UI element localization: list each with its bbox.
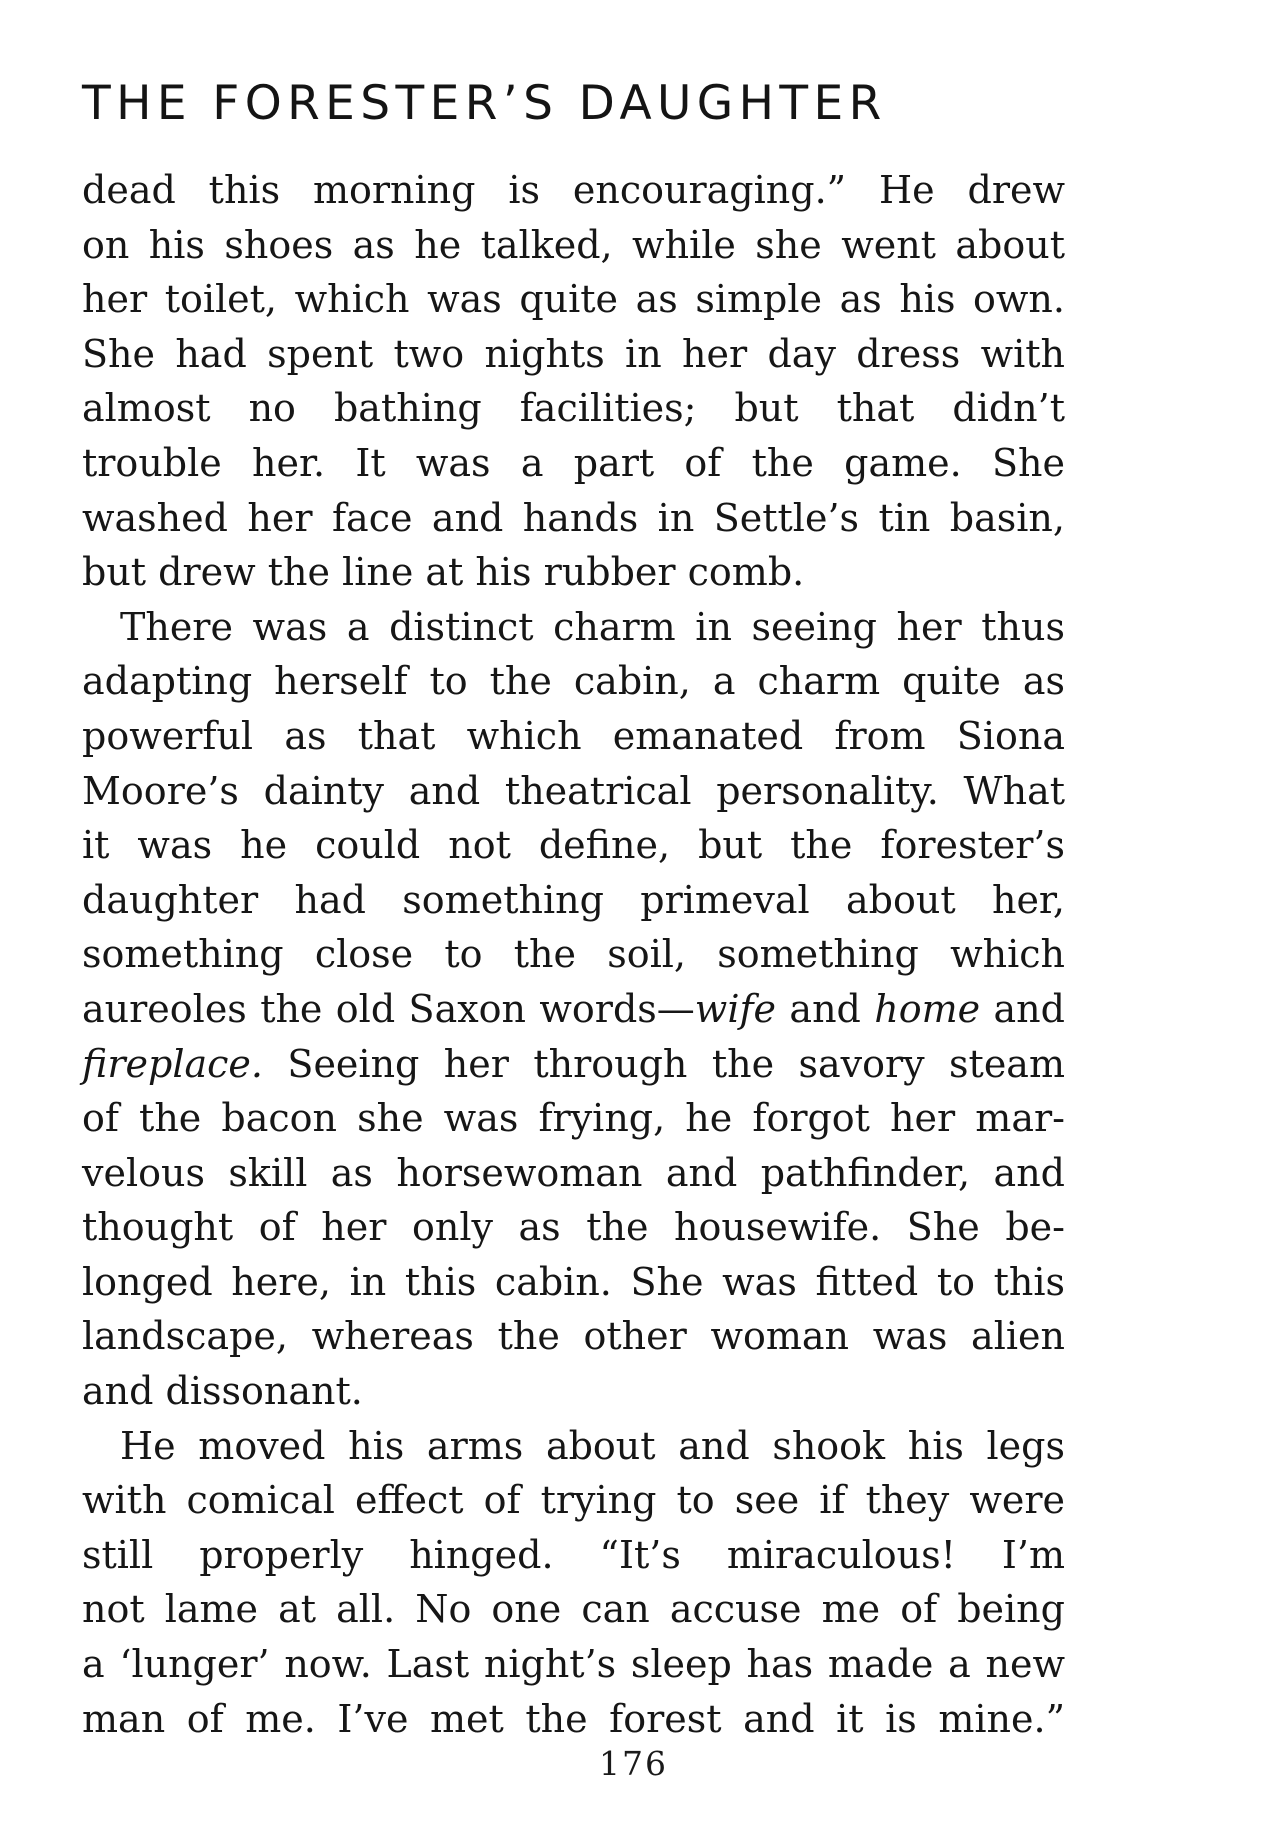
running-head: THE FORESTER’S DAUGHTER — [82, 76, 887, 131]
text-line: trouble her. It was a part of the game. She — [82, 440, 1065, 485]
text-line: and dissonant. — [82, 1369, 363, 1414]
text-run: aureoles the old Saxon words— — [82, 986, 695, 1031]
text-line: something close to the soil, something which — [82, 932, 1065, 977]
text-line: adapting herself to the cabin, a charm quite as — [82, 659, 1065, 704]
text-line: There was a distinct charm in seeing her thus — [120, 604, 1065, 649]
page-number: 176 — [599, 1744, 668, 1783]
text-run: Seeing her through the savory steam — [262, 1041, 1065, 1086]
text-line: Moore’s dainty and theatrical personality. What — [82, 768, 1065, 813]
text-run: and — [980, 986, 1065, 1031]
italic-word: fireplace. — [82, 1041, 263, 1086]
text-line: daughter had something primeval about her, — [82, 877, 1065, 922]
text-line: it was he could not define, but the forester’s — [82, 823, 1065, 868]
paragraph-3 — [82, 1419, 1065, 1747]
text-line: powerful as that which emanated from Siona — [82, 713, 1065, 758]
text-line: almost no bathing facilities; but that didn’t — [82, 386, 1065, 431]
text-run: and — [776, 986, 875, 1031]
text-line: on his shoes as he talked, while she went about — [82, 222, 1065, 267]
text-line: of the bacon she was frying, he forgot her mar- — [82, 1096, 1065, 1141]
text-line: thought of her only as the housewife. She be- — [82, 1205, 1065, 1250]
text-line: man of me. I’ve met the forest and it is mine.” — [82, 1696, 1065, 1741]
text-line: velous skill as horsewoman and pathfinder, and — [82, 1150, 1065, 1195]
paragraph-2 — [82, 600, 1065, 1419]
text-line: longed here, in this cabin. She was fitted to this — [82, 1259, 1065, 1304]
italic-word: wife — [694, 986, 777, 1031]
text-line-italic — [82, 1037, 1065, 1092]
text-line-italic — [82, 982, 1065, 1037]
body-text — [82, 163, 1065, 1746]
text-line: She had spent two nights in her day dress with — [82, 331, 1065, 376]
text-line: landscape, whereas the other woman was alien — [82, 1314, 1065, 1359]
text-line: but drew the line at his rubber comb. — [82, 550, 805, 595]
text-line: still properly hinged. “It’s miraculous! I’m — [82, 1532, 1065, 1577]
text-line: He moved his arms about and shook his legs — [120, 1423, 1065, 1468]
text-line: dead this morning is encouraging.” He drew — [82, 168, 1065, 212]
text-line: her toilet, which was quite as simple as his own. — [82, 277, 1065, 322]
text-line: washed her face and hands in Settle’s tin basin, — [82, 495, 1065, 540]
paragraph-1 — [82, 163, 1065, 600]
text-line: not lame at all. No one can accuse me of being — [82, 1587, 1065, 1632]
italic-word: home — [874, 986, 981, 1031]
text-line: with comical effect of trying to see if they were — [82, 1478, 1065, 1523]
text-line: a ‘lunger’ now. Last night’s sleep has made a new — [82, 1642, 1065, 1687]
